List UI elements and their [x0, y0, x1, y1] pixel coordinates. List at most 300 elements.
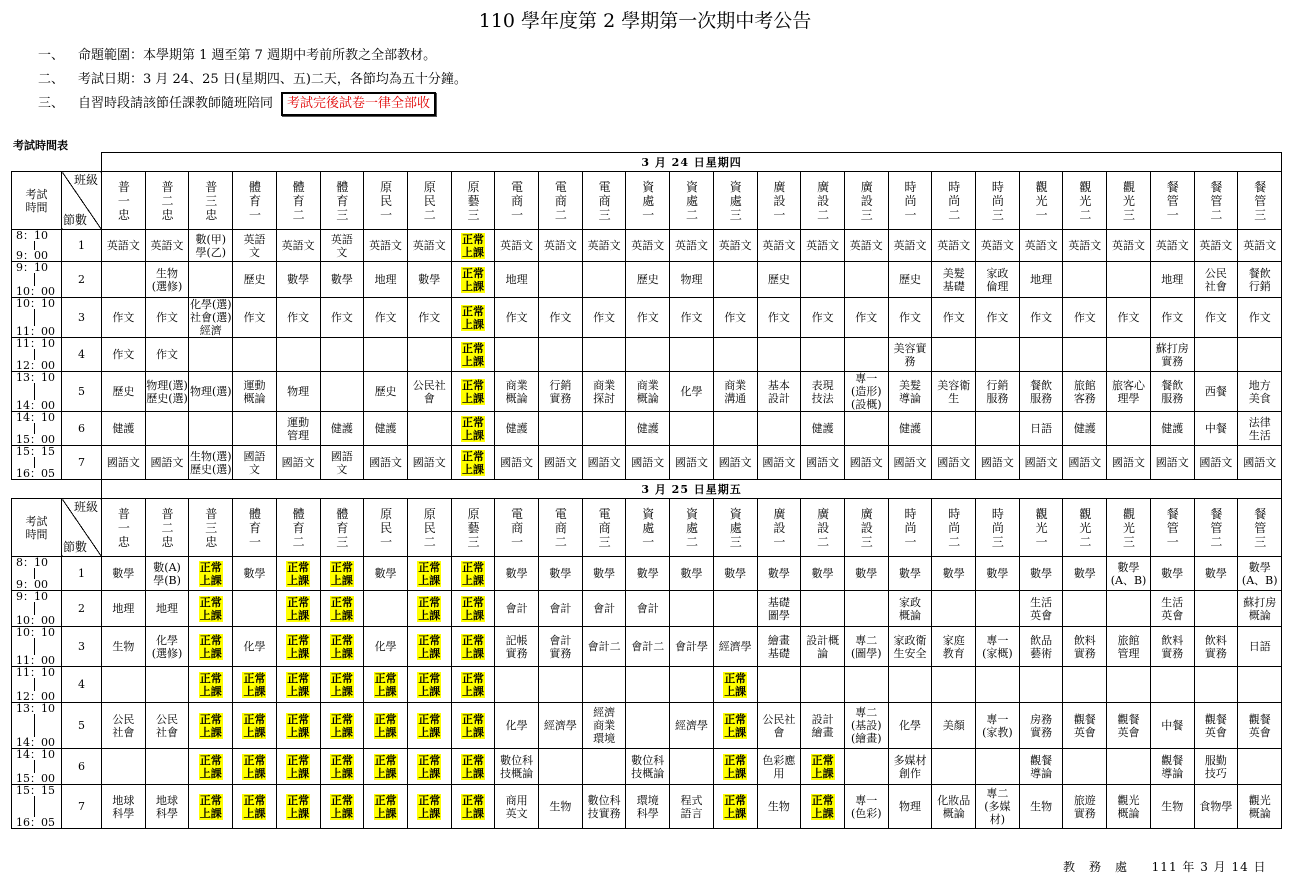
subject-cell	[451, 667, 495, 703]
subject-cell: 色彩應 用	[757, 749, 801, 785]
subject-cell: 專一 (家教)	[976, 703, 1020, 749]
normal-class-highlight: 正常 上課	[461, 341, 484, 368]
subject-cell: 英語文	[801, 230, 845, 262]
subject-cell	[713, 262, 757, 298]
start-time: 9：10	[16, 261, 48, 274]
subject-cell	[713, 591, 757, 627]
subject-cell: 作文	[1107, 298, 1151, 338]
subject-cell	[189, 262, 233, 298]
subject-cell: 化學 (選修)	[145, 627, 189, 667]
period-row	[12, 703, 1282, 749]
class-header-row	[12, 172, 1282, 230]
class-header: 資處二	[670, 499, 714, 557]
subject-cell	[1107, 338, 1151, 372]
class-header: 普一忠	[102, 499, 146, 557]
subject-cell: 會計	[626, 591, 670, 627]
subject-cell: 作文	[976, 298, 1020, 338]
class-header: 電商一	[495, 499, 539, 557]
class-header: 觀光三	[1107, 499, 1151, 557]
subject-cell	[844, 667, 888, 703]
subject-cell: 健護	[102, 412, 146, 446]
start-time: 11：10	[16, 337, 55, 350]
normal-class-highlight: 正常 上課	[461, 304, 484, 331]
subject-cell	[932, 591, 976, 627]
class-header: 廣設二	[801, 499, 845, 557]
subject-cell	[233, 703, 277, 749]
subject-cell: 旅客心 理學	[1107, 372, 1151, 412]
subject-cell: 數學	[539, 557, 583, 591]
time-header: 考試 時間	[12, 172, 62, 230]
subject-cell: 繪畫 基礎	[757, 627, 801, 667]
normal-class-highlight: 正常 上課	[199, 712, 222, 739]
subject-cell: 中餐	[1150, 703, 1194, 749]
subject-cell	[1107, 749, 1151, 785]
subject-cell: 經濟學	[539, 703, 583, 749]
subject-cell	[1194, 667, 1238, 703]
exam-timetable	[11, 152, 1282, 829]
subject-cell: 公民 社會	[145, 703, 189, 749]
start-time: 10：10	[16, 297, 55, 310]
subject-cell	[407, 667, 451, 703]
subject-cell: 記帳 實務	[495, 627, 539, 667]
period-row	[12, 557, 1282, 591]
normal-class-highlight: 正常 上課	[461, 793, 484, 820]
subject-cell	[844, 338, 888, 372]
subject-cell	[233, 338, 277, 372]
period-number: 2	[62, 262, 102, 298]
subject-cell	[189, 591, 233, 627]
end-time: 10：00	[16, 285, 55, 298]
time-header: 考試 時間	[12, 499, 62, 557]
subject-cell: 生活 英會	[1019, 591, 1063, 627]
class-header: 餐管三	[1238, 172, 1282, 230]
normal-class-highlight: 正常 上課	[418, 633, 441, 660]
subject-cell	[189, 703, 233, 749]
subject-cell: 設計 繪畫	[801, 703, 845, 749]
subject-cell: 專二 (多媒 材)	[976, 785, 1020, 829]
subject-cell	[801, 667, 845, 703]
normal-class-highlight: 正常 上課	[330, 671, 353, 698]
normal-class-highlight: 正常 上課	[418, 793, 441, 820]
subject-cell	[582, 262, 626, 298]
subject-cell: 數學	[976, 557, 1020, 591]
subject-cell: 專二 (基設) (繪畫)	[844, 703, 888, 749]
subject-cell	[1063, 749, 1107, 785]
normal-class-highlight: 正常 上課	[199, 595, 222, 622]
subject-cell: 旅館 管理	[1107, 627, 1151, 667]
subject-cell	[102, 749, 146, 785]
subject-cell: 英語文	[932, 230, 976, 262]
subject-cell	[451, 338, 495, 372]
subject-cell: 英語文	[626, 230, 670, 262]
start-time: 10：10	[16, 626, 55, 639]
subject-cell	[670, 667, 714, 703]
subject-cell	[407, 785, 451, 829]
period-number: 7	[62, 785, 102, 829]
subject-cell: 經濟 商業 環境	[582, 703, 626, 749]
normal-class-highlight: 正常 上課	[811, 753, 834, 780]
subject-cell	[276, 591, 320, 627]
subject-cell	[976, 591, 1020, 627]
start-time: 13：10	[16, 371, 55, 384]
normal-class-highlight: 正常 上課	[199, 633, 222, 660]
subject-cell: 英語文	[1238, 230, 1282, 262]
subject-cell: 英語 文	[320, 230, 364, 262]
subject-cell: 商用 英文	[495, 785, 539, 829]
normal-class-highlight: 正常 上課	[287, 793, 310, 820]
subject-cell: 作文	[320, 298, 364, 338]
class-header: 廣設一	[757, 172, 801, 230]
notice-number: 二、	[38, 72, 65, 87]
class-header: 電商二	[539, 499, 583, 557]
subject-cell: 作文	[495, 298, 539, 338]
subject-cell	[932, 749, 976, 785]
subject-cell: 數位科 技實務	[582, 785, 626, 829]
subject-cell: 化學	[364, 627, 408, 667]
subject-cell	[1107, 262, 1151, 298]
start-time: 8：10	[16, 556, 48, 569]
normal-class-highlight: 正常 上課	[243, 712, 266, 739]
subject-cell	[451, 446, 495, 480]
end-time: 12：00	[16, 690, 55, 703]
subject-cell: 法律 生活	[1238, 412, 1282, 446]
subject-cell	[320, 667, 364, 703]
day-row-spacer	[12, 480, 102, 499]
subject-cell	[976, 338, 1020, 372]
subject-cell	[1238, 338, 1282, 372]
subject-cell: 數學	[102, 557, 146, 591]
subject-cell	[276, 749, 320, 785]
subject-cell: 國語文	[713, 446, 757, 480]
subject-cell: 作文	[801, 298, 845, 338]
subject-cell: 會計	[539, 591, 583, 627]
subject-cell: 物理	[888, 785, 932, 829]
subject-cell	[145, 667, 189, 703]
subject-cell	[1063, 338, 1107, 372]
normal-class-highlight: 正常 上課	[287, 712, 310, 739]
subject-cell	[539, 412, 583, 446]
subject-cell: 觀餐 導論	[1150, 749, 1194, 785]
subject-cell	[713, 703, 757, 749]
subject-cell: 作文	[145, 298, 189, 338]
subject-cell	[451, 372, 495, 412]
subject-cell	[757, 667, 801, 703]
subject-cell	[582, 749, 626, 785]
subject-cell	[189, 412, 233, 446]
start-time: 15：15	[16, 784, 55, 797]
class-header: 資處一	[626, 172, 670, 230]
subject-cell: 會計二	[626, 627, 670, 667]
subject-cell: 數學 (A、B)	[1107, 557, 1151, 591]
class-header: 時尚二	[932, 172, 976, 230]
notice-item	[38, 68, 467, 92]
subject-cell	[451, 412, 495, 446]
subject-cell	[626, 667, 670, 703]
class-header: 觀光一	[1019, 172, 1063, 230]
subject-cell: 數學	[670, 557, 714, 591]
notice-item	[38, 44, 467, 68]
subject-cell	[1107, 667, 1151, 703]
subject-cell	[757, 412, 801, 446]
subject-cell	[932, 338, 976, 372]
subject-cell	[233, 749, 277, 785]
subject-cell	[801, 785, 845, 829]
normal-class-highlight: 正常 上課	[199, 753, 222, 780]
subject-cell: 國語文	[1194, 446, 1238, 480]
subject-cell: 食物學	[1194, 785, 1238, 829]
subject-cell: 地理	[495, 262, 539, 298]
subject-cell: 生物	[1150, 785, 1194, 829]
class-header: 時尚三	[976, 172, 1020, 230]
subject-cell: 會計學	[670, 627, 714, 667]
subject-cell	[582, 412, 626, 446]
subject-cell	[364, 703, 408, 749]
subject-cell: 運動 管理	[276, 412, 320, 446]
subject-cell	[233, 785, 277, 829]
subject-cell: 作文	[670, 298, 714, 338]
subject-cell: 健護	[495, 412, 539, 446]
subject-cell: 觀餐 英會	[1063, 703, 1107, 749]
class-header: 觀光二	[1063, 499, 1107, 557]
subject-cell	[451, 785, 495, 829]
subject-cell	[233, 667, 277, 703]
subject-cell	[320, 557, 364, 591]
subject-cell	[670, 591, 714, 627]
subject-cell: 數學	[320, 262, 364, 298]
subject-cell: 數(A) 學(B)	[145, 557, 189, 591]
subject-cell: 健護	[801, 412, 845, 446]
subject-cell: 經濟學	[713, 627, 757, 667]
start-time: 14：10	[16, 748, 55, 761]
subject-cell: 基礎 圖學	[757, 591, 801, 627]
subject-cell: 餐飲 服務	[1150, 372, 1194, 412]
period-number: 7	[62, 446, 102, 480]
end-time: 14：00	[16, 399, 55, 412]
subject-cell: 作文	[1194, 298, 1238, 338]
subject-cell: 飲料 實務	[1194, 627, 1238, 667]
subject-cell: 美髮 基礎	[932, 262, 976, 298]
subject-cell: 國語文	[626, 446, 670, 480]
class-period-corner	[62, 499, 102, 557]
notice-text: 自習時段請該節任課教師隨班陪同	[78, 96, 274, 111]
subject-cell	[189, 557, 233, 591]
subject-cell: 英語文	[145, 230, 189, 262]
day-label: 3 月 24 日星期四	[102, 153, 1282, 172]
normal-class-highlight: 正常 上課	[418, 560, 441, 587]
start-time: 8：10	[16, 229, 48, 242]
start-time: 11：10	[16, 666, 55, 679]
subject-cell: 會計	[582, 591, 626, 627]
subject-cell	[1107, 412, 1151, 446]
period-label: 節數	[63, 213, 88, 227]
subject-cell: 化學	[888, 703, 932, 749]
subject-cell	[451, 230, 495, 262]
period-number: 1	[62, 557, 102, 591]
subject-cell: 英語文	[670, 230, 714, 262]
subject-cell: 英語文	[713, 230, 757, 262]
subject-cell: 美髮 導論	[888, 372, 932, 412]
subject-cell: 英語文	[539, 230, 583, 262]
period-number: 5	[62, 372, 102, 412]
notice-number: 三、	[38, 96, 65, 111]
subject-cell: 會計二	[582, 627, 626, 667]
subject-cell	[320, 627, 364, 667]
subject-cell	[713, 785, 757, 829]
subject-cell	[189, 627, 233, 667]
subject-cell	[407, 703, 451, 749]
class-header: 電商二	[539, 172, 583, 230]
time-slot	[12, 446, 62, 480]
subject-cell	[1019, 667, 1063, 703]
subject-cell: 國語文	[145, 446, 189, 480]
class-header: 體育三	[320, 172, 364, 230]
subject-cell: 健護	[320, 412, 364, 446]
subject-cell: 物理(選)	[189, 372, 233, 412]
subject-cell	[451, 557, 495, 591]
time-slot	[12, 372, 62, 412]
start-time: 14：10	[16, 411, 55, 424]
time-slot	[12, 591, 62, 627]
class-header: 資處三	[713, 499, 757, 557]
period-number: 4	[62, 667, 102, 703]
normal-class-highlight: 正常 上課	[287, 560, 310, 587]
class-header: 普三忠	[189, 499, 233, 557]
subject-cell: 會計 實務	[539, 627, 583, 667]
subject-cell: 家政衛 生安全	[888, 627, 932, 667]
subject-cell: 數學	[1150, 557, 1194, 591]
subject-cell: 數學	[1194, 557, 1238, 591]
subject-cell: 觀光 概論	[1107, 785, 1151, 829]
footer	[1063, 858, 1267, 875]
subject-cell: 地理	[1150, 262, 1194, 298]
subject-cell: 運動 概論	[233, 372, 277, 412]
subject-cell	[713, 749, 757, 785]
class-header: 電商一	[495, 172, 539, 230]
subject-cell: 健護	[626, 412, 670, 446]
class-header: 體育三	[320, 499, 364, 557]
subject-cell: 公民 社會	[102, 703, 146, 749]
normal-class-highlight: 正常 上課	[243, 671, 266, 698]
subject-cell	[276, 627, 320, 667]
period-number: 3	[62, 298, 102, 338]
subject-cell	[1150, 667, 1194, 703]
class-header: 時尚二	[932, 499, 976, 557]
class-header: 普一忠	[102, 172, 146, 230]
subject-cell	[1238, 749, 1282, 785]
subject-cell: 健護	[364, 412, 408, 446]
subject-cell	[451, 749, 495, 785]
class-header: 資處三	[713, 172, 757, 230]
subject-cell: 行銷 服務	[976, 372, 1020, 412]
class-header: 體育一	[233, 172, 277, 230]
subject-cell: 國語文	[102, 446, 146, 480]
normal-class-highlight: 正常 上課	[461, 378, 484, 405]
subject-cell: 數學	[364, 557, 408, 591]
subject-cell	[801, 591, 845, 627]
class-header: 餐管一	[1150, 172, 1194, 230]
period-row	[12, 298, 1282, 338]
subject-cell	[626, 703, 670, 749]
period-row	[12, 785, 1282, 829]
subject-cell: 專一 (家概)	[976, 627, 1020, 667]
subject-cell	[364, 667, 408, 703]
normal-class-highlight: 正常 上課	[461, 449, 484, 476]
subject-cell: 商業 概論	[626, 372, 670, 412]
subject-cell	[276, 785, 320, 829]
subject-cell: 數學	[582, 557, 626, 591]
day-row-spacer	[12, 153, 102, 172]
class-header: 普二忠	[145, 499, 189, 557]
normal-class-highlight: 正常 上課	[330, 633, 353, 660]
class-header: 廣設三	[844, 499, 888, 557]
normal-class-highlight: 正常 上課	[811, 793, 834, 820]
subject-cell	[233, 412, 277, 446]
subject-cell: 地理	[364, 262, 408, 298]
subject-cell: 英語 文	[233, 230, 277, 262]
subject-cell: 程式 語言	[670, 785, 714, 829]
subject-cell: 數學 (A、B)	[1238, 557, 1282, 591]
normal-class-highlight: 正常 上課	[418, 595, 441, 622]
subject-cell	[932, 667, 976, 703]
class-header: 原民一	[364, 499, 408, 557]
subject-cell: 作文	[1150, 298, 1194, 338]
subject-cell	[801, 338, 845, 372]
day-label: 3 月 25 日星期五	[102, 480, 1282, 499]
subject-cell: 英語文	[1150, 230, 1194, 262]
subject-cell: 觀餐 英會	[1238, 703, 1282, 749]
subject-cell	[364, 338, 408, 372]
subject-cell: 生物(選) 歷史(選)	[189, 446, 233, 480]
class-header: 資處二	[670, 172, 714, 230]
subject-cell	[1238, 667, 1282, 703]
subject-cell: 英語文	[888, 230, 932, 262]
notice-item	[38, 92, 467, 116]
subject-cell: 國語文	[364, 446, 408, 480]
period-row	[12, 627, 1282, 667]
subject-cell	[145, 412, 189, 446]
class-header: 原藝三	[451, 172, 495, 230]
period-number: 3	[62, 627, 102, 667]
class-header: 普三忠	[189, 172, 233, 230]
subject-cell: 英語文	[276, 230, 320, 262]
subject-cell: 生物	[757, 785, 801, 829]
time-slot	[12, 412, 62, 446]
subject-cell	[451, 627, 495, 667]
subject-cell: 國語文	[757, 446, 801, 480]
class-header: 觀光三	[1107, 172, 1151, 230]
subject-cell: 物理(選) 歷史(選)	[145, 372, 189, 412]
end-time: 16：05	[16, 467, 55, 480]
class-label: 班級	[73, 500, 98, 514]
time-slot	[12, 749, 62, 785]
subject-cell: 作文	[364, 298, 408, 338]
exam-paper-notice-box: 考試完後試卷一律全部收	[281, 92, 436, 116]
subject-cell: 中餐	[1194, 412, 1238, 446]
subject-cell	[320, 372, 364, 412]
subject-cell	[844, 412, 888, 446]
subject-cell: 國語文	[582, 446, 626, 480]
subject-cell: 作文	[582, 298, 626, 338]
subject-cell: 商業 溝通	[713, 372, 757, 412]
subject-cell	[495, 338, 539, 372]
normal-class-highlight: 正常 上課	[724, 793, 747, 820]
notice-text: 命題範圍：本學期第 1 週至第 7 週期中考前所教之全部教材。	[78, 48, 437, 63]
subject-cell	[1019, 338, 1063, 372]
subject-cell: 觀餐 英會	[1107, 703, 1151, 749]
normal-class-highlight: 正常 上課	[461, 753, 484, 780]
subject-cell	[801, 262, 845, 298]
subject-cell: 國語文	[1107, 446, 1151, 480]
